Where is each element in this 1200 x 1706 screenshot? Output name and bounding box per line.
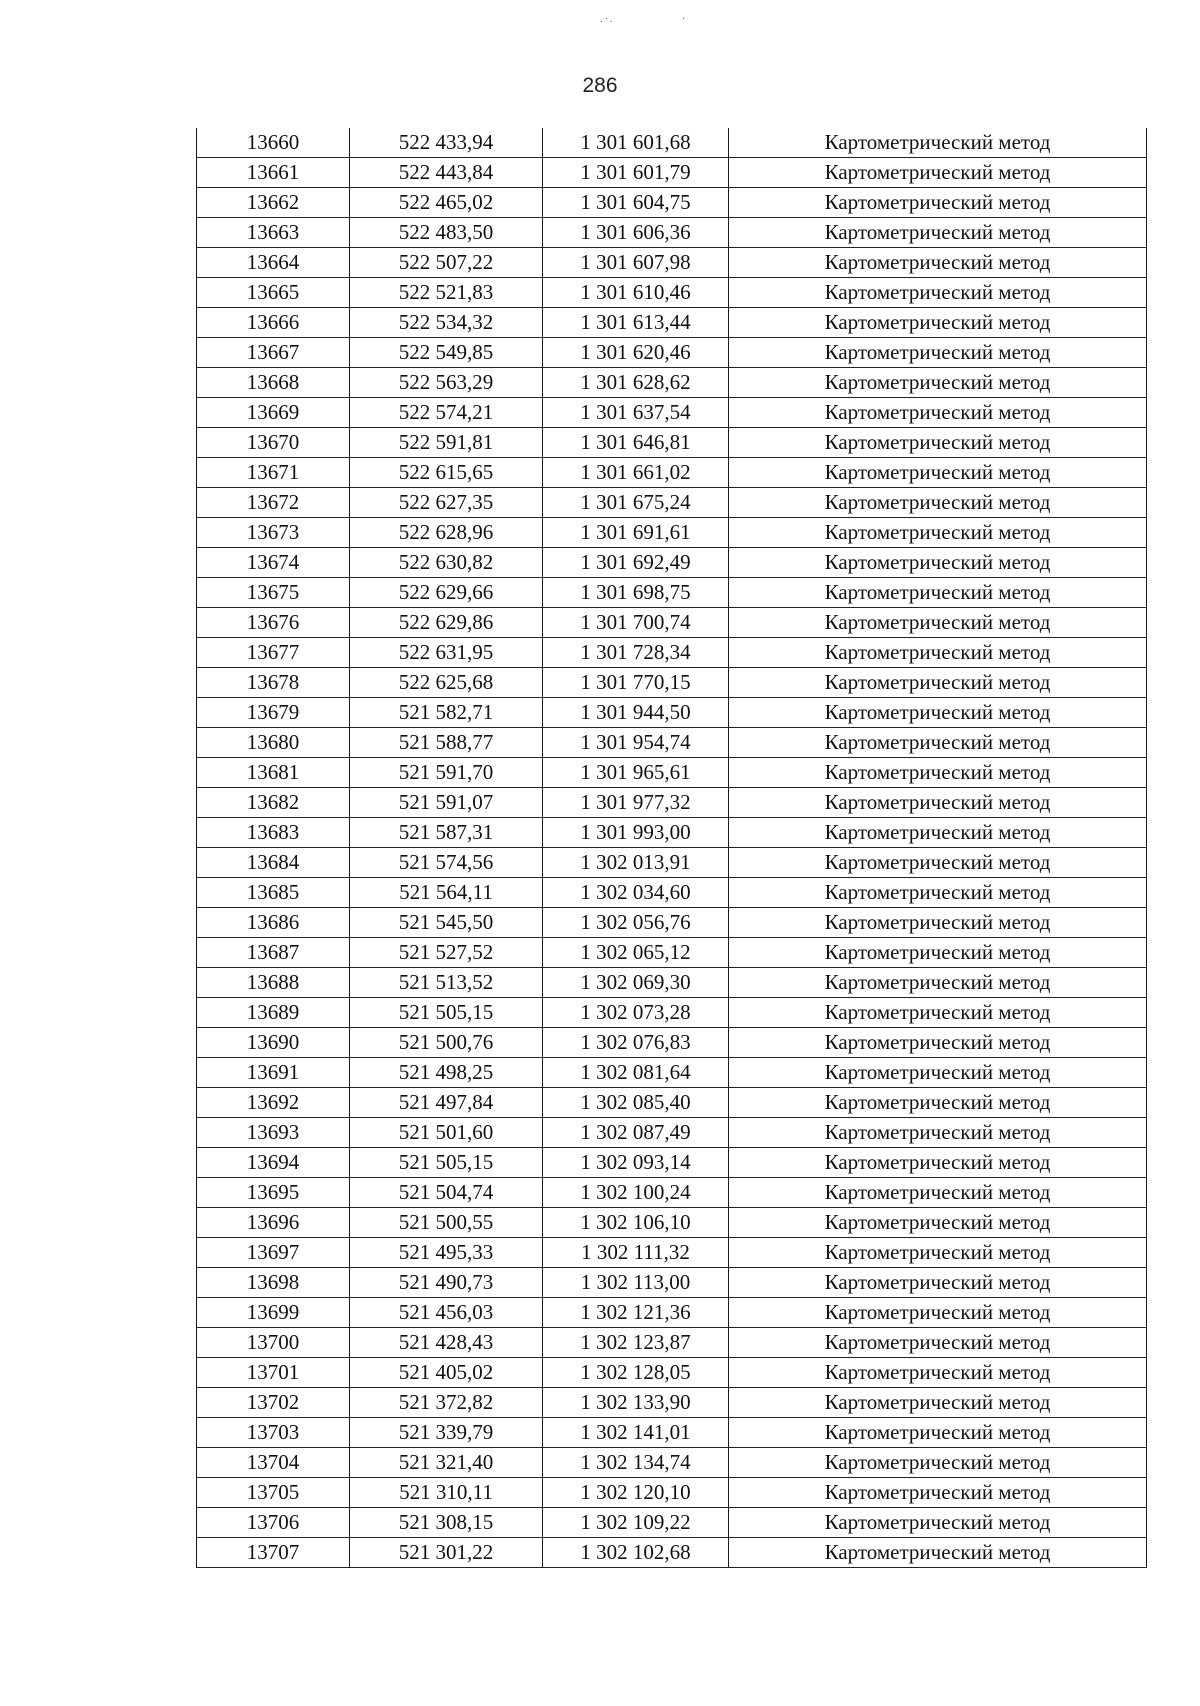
- x-coordinate-cell: 522 483,50: [350, 218, 543, 248]
- table-row: [197, 728, 1147, 758]
- y-coordinate-cell: 1 302 141,01: [543, 1418, 729, 1448]
- method-cell: Картометрический метод: [729, 728, 1147, 758]
- point-number-cell: 13663: [197, 218, 350, 248]
- method-cell: Картометрический метод: [729, 1448, 1147, 1478]
- method-cell: Картометрический метод: [729, 428, 1147, 458]
- table-row: [197, 968, 1147, 998]
- method-cell: Картометрический метод: [729, 1058, 1147, 1088]
- y-coordinate-cell: 1 301 691,61: [543, 518, 729, 548]
- point-number-cell: 13683: [197, 818, 350, 848]
- method-cell: Картометрический метод: [729, 1358, 1147, 1388]
- table-row: [197, 1328, 1147, 1358]
- y-coordinate-cell: 1 301 977,32: [543, 788, 729, 818]
- x-coordinate-cell: 522 549,85: [350, 338, 543, 368]
- table-row: [197, 1238, 1147, 1268]
- y-coordinate-cell: 1 301 601,68: [543, 128, 729, 158]
- x-coordinate-cell: 521 310,11: [350, 1478, 543, 1508]
- table-row: [197, 218, 1147, 248]
- point-number-cell: 13662: [197, 188, 350, 218]
- x-coordinate-cell: 522 521,83: [350, 278, 543, 308]
- x-coordinate-cell: 521 587,31: [350, 818, 543, 848]
- x-coordinate-cell: 521 498,25: [350, 1058, 543, 1088]
- point-number-cell: 13703: [197, 1418, 350, 1448]
- x-coordinate-cell: 521 321,40: [350, 1448, 543, 1478]
- method-cell: Картометрический метод: [729, 578, 1147, 608]
- method-cell: Картометрический метод: [729, 1418, 1147, 1448]
- coordinates-table-body: [197, 128, 1147, 1568]
- y-coordinate-cell: 1 301 604,75: [543, 188, 729, 218]
- x-coordinate-cell: 521 504,74: [350, 1178, 543, 1208]
- method-cell: Картометрический метод: [729, 1118, 1147, 1148]
- x-coordinate-cell: 522 625,68: [350, 668, 543, 698]
- y-coordinate-cell: 1 301 661,02: [543, 458, 729, 488]
- table-row: [197, 428, 1147, 458]
- y-coordinate-cell: 1 302 111,32: [543, 1238, 729, 1268]
- point-number-cell: 13707: [197, 1538, 350, 1568]
- method-cell: Картометрический метод: [729, 218, 1147, 248]
- method-cell: Картометрический метод: [729, 1298, 1147, 1328]
- method-cell: Картометрический метод: [729, 398, 1147, 428]
- y-coordinate-cell: 1 302 109,22: [543, 1508, 729, 1538]
- point-number-cell: 13681: [197, 758, 350, 788]
- point-number-cell: 13665: [197, 278, 350, 308]
- x-coordinate-cell: 522 631,95: [350, 638, 543, 668]
- point-number-cell: 13666: [197, 308, 350, 338]
- x-coordinate-cell: 521 308,15: [350, 1508, 543, 1538]
- method-cell: Картометрический метод: [729, 1028, 1147, 1058]
- y-coordinate-cell: 1 302 133,90: [543, 1388, 729, 1418]
- table-row: [197, 1538, 1147, 1568]
- x-coordinate-cell: 521 490,73: [350, 1268, 543, 1298]
- point-number-cell: 13698: [197, 1268, 350, 1298]
- x-coordinate-cell: 521 591,07: [350, 788, 543, 818]
- method-cell: Картометрический метод: [729, 1238, 1147, 1268]
- y-coordinate-cell: 1 301 944,50: [543, 698, 729, 728]
- point-number-cell: 13691: [197, 1058, 350, 1088]
- method-cell: Картометрический метод: [729, 128, 1147, 158]
- table-row: [197, 278, 1147, 308]
- table-row: [197, 1088, 1147, 1118]
- table-row: [197, 398, 1147, 428]
- table-row: [197, 1298, 1147, 1328]
- y-coordinate-cell: 1 302 081,64: [543, 1058, 729, 1088]
- method-cell: Картометрический метод: [729, 998, 1147, 1028]
- x-coordinate-cell: 521 505,15: [350, 1148, 543, 1178]
- table-row: [197, 1478, 1147, 1508]
- table-row: [197, 1268, 1147, 1298]
- table-row: [197, 878, 1147, 908]
- point-number-cell: 13675: [197, 578, 350, 608]
- table-row: [197, 1388, 1147, 1418]
- y-coordinate-cell: 1 302 121,36: [543, 1298, 729, 1328]
- x-coordinate-cell: 522 574,21: [350, 398, 543, 428]
- point-number-cell: 13682: [197, 788, 350, 818]
- method-cell: Картометрический метод: [729, 278, 1147, 308]
- point-number-cell: 13668: [197, 368, 350, 398]
- y-coordinate-cell: 1 301 675,24: [543, 488, 729, 518]
- table-row: [197, 128, 1147, 158]
- table-row: [197, 1358, 1147, 1388]
- table-row: [197, 158, 1147, 188]
- x-coordinate-cell: 522 629,66: [350, 578, 543, 608]
- method-cell: Картометрический метод: [729, 1268, 1147, 1298]
- point-number-cell: 13678: [197, 668, 350, 698]
- table-row: [197, 608, 1147, 638]
- x-coordinate-cell: 522 534,32: [350, 308, 543, 338]
- x-coordinate-cell: 521 339,79: [350, 1418, 543, 1448]
- x-coordinate-cell: 521 497,84: [350, 1088, 543, 1118]
- method-cell: Картометрический метод: [729, 1328, 1147, 1358]
- y-coordinate-cell: 1 302 073,28: [543, 998, 729, 1028]
- y-coordinate-cell: 1 301 620,46: [543, 338, 729, 368]
- method-cell: Картометрический метод: [729, 1178, 1147, 1208]
- y-coordinate-cell: 1 301 601,79: [543, 158, 729, 188]
- point-number-cell: 13692: [197, 1088, 350, 1118]
- method-cell: Картометрический метод: [729, 1388, 1147, 1418]
- y-coordinate-cell: 1 301 728,34: [543, 638, 729, 668]
- x-coordinate-cell: 522 433,94: [350, 128, 543, 158]
- y-coordinate-cell: 1 302 056,76: [543, 908, 729, 938]
- method-cell: Картометрический метод: [729, 158, 1147, 188]
- table-row: [197, 578, 1147, 608]
- x-coordinate-cell: 521 574,56: [350, 848, 543, 878]
- y-coordinate-cell: 1 301 607,98: [543, 248, 729, 278]
- method-cell: Картометрический метод: [729, 248, 1147, 278]
- table-row: [197, 638, 1147, 668]
- method-cell: Картометрический метод: [729, 1208, 1147, 1238]
- y-coordinate-cell: 1 301 965,61: [543, 758, 729, 788]
- table-row: [197, 848, 1147, 878]
- point-number-cell: 13669: [197, 398, 350, 428]
- y-coordinate-cell: 1 302 087,49: [543, 1118, 729, 1148]
- table-row: [197, 788, 1147, 818]
- point-number-cell: 13684: [197, 848, 350, 878]
- point-number-cell: 13674: [197, 548, 350, 578]
- y-coordinate-cell: 1 301 628,62: [543, 368, 729, 398]
- table-row: [197, 1118, 1147, 1148]
- table-row: [197, 1058, 1147, 1088]
- point-number-cell: 13694: [197, 1148, 350, 1178]
- method-cell: Картометрический метод: [729, 788, 1147, 818]
- scan-specks: .·. ·: [600, 14, 688, 25]
- x-coordinate-cell: 521 501,60: [350, 1118, 543, 1148]
- x-coordinate-cell: 521 301,22: [350, 1538, 543, 1568]
- x-coordinate-cell: 521 500,55: [350, 1208, 543, 1238]
- point-number-cell: 13704: [197, 1448, 350, 1478]
- method-cell: Картометрический метод: [729, 1088, 1147, 1118]
- y-coordinate-cell: 1 302 113,00: [543, 1268, 729, 1298]
- y-coordinate-cell: 1 302 123,87: [543, 1328, 729, 1358]
- x-coordinate-cell: 521 582,71: [350, 698, 543, 728]
- x-coordinate-cell: 522 615,65: [350, 458, 543, 488]
- y-coordinate-cell: 1 302 085,40: [543, 1088, 729, 1118]
- y-coordinate-cell: 1 302 093,14: [543, 1148, 729, 1178]
- y-coordinate-cell: 1 301 954,74: [543, 728, 729, 758]
- y-coordinate-cell: 1 301 993,00: [543, 818, 729, 848]
- y-coordinate-cell: 1 302 065,12: [543, 938, 729, 968]
- y-coordinate-cell: 1 301 692,49: [543, 548, 729, 578]
- table-row: [197, 248, 1147, 278]
- x-coordinate-cell: 521 456,03: [350, 1298, 543, 1328]
- page-number: 286: [582, 74, 618, 97]
- table-row: [197, 668, 1147, 698]
- method-cell: Картометрический метод: [729, 338, 1147, 368]
- table-row: [197, 308, 1147, 338]
- y-coordinate-cell: 1 302 120,10: [543, 1478, 729, 1508]
- table-row: [197, 458, 1147, 488]
- table-row: [197, 758, 1147, 788]
- point-number-cell: 13699: [197, 1298, 350, 1328]
- x-coordinate-cell: 522 465,02: [350, 188, 543, 218]
- table-row: [197, 1448, 1147, 1478]
- point-number-cell: 13701: [197, 1358, 350, 1388]
- method-cell: Картометрический метод: [729, 818, 1147, 848]
- y-coordinate-cell: 1 302 102,68: [543, 1538, 729, 1568]
- table-row: [197, 1178, 1147, 1208]
- method-cell: Картометрический метод: [729, 458, 1147, 488]
- point-number-cell: 13673: [197, 518, 350, 548]
- point-number-cell: 13680: [197, 728, 350, 758]
- x-coordinate-cell: 521 591,70: [350, 758, 543, 788]
- y-coordinate-cell: 1 301 637,54: [543, 398, 729, 428]
- method-cell: Картометрический метод: [729, 698, 1147, 728]
- x-coordinate-cell: 521 372,82: [350, 1388, 543, 1418]
- point-number-cell: 13677: [197, 638, 350, 668]
- x-coordinate-cell: 521 564,11: [350, 878, 543, 908]
- method-cell: Картометрический метод: [729, 1508, 1147, 1538]
- method-cell: Картометрический метод: [729, 188, 1147, 218]
- y-coordinate-cell: 1 302 128,05: [543, 1358, 729, 1388]
- method-cell: Картометрический метод: [729, 848, 1147, 878]
- method-cell: Картометрический метод: [729, 608, 1147, 638]
- method-cell: Картометрический метод: [729, 488, 1147, 518]
- y-coordinate-cell: 1 302 069,30: [543, 968, 729, 998]
- x-coordinate-cell: 522 630,82: [350, 548, 543, 578]
- table-row: [197, 908, 1147, 938]
- x-coordinate-cell: 521 513,52: [350, 968, 543, 998]
- y-coordinate-cell: 1 302 034,60: [543, 878, 729, 908]
- x-coordinate-cell: 521 495,33: [350, 1238, 543, 1268]
- point-number-cell: 13671: [197, 458, 350, 488]
- table-row: [197, 1418, 1147, 1448]
- x-coordinate-cell: 521 545,50: [350, 908, 543, 938]
- point-number-cell: 13672: [197, 488, 350, 518]
- x-coordinate-cell: 522 627,35: [350, 488, 543, 518]
- table-row: [197, 1208, 1147, 1238]
- table-row: [197, 998, 1147, 1028]
- method-cell: Картометрический метод: [729, 758, 1147, 788]
- point-number-cell: 13689: [197, 998, 350, 1028]
- x-coordinate-cell: 522 563,29: [350, 368, 543, 398]
- x-coordinate-cell: 521 428,43: [350, 1328, 543, 1358]
- y-coordinate-cell: 1 301 613,44: [543, 308, 729, 338]
- method-cell: Картометрический метод: [729, 1148, 1147, 1178]
- method-cell: Картометрический метод: [729, 968, 1147, 998]
- point-number-cell: 13700: [197, 1328, 350, 1358]
- method-cell: Картометрический метод: [729, 638, 1147, 668]
- y-coordinate-cell: 1 301 646,81: [543, 428, 729, 458]
- method-cell: Картометрический метод: [729, 908, 1147, 938]
- point-number-cell: 13690: [197, 1028, 350, 1058]
- y-coordinate-cell: 1 301 770,15: [543, 668, 729, 698]
- point-number-cell: 13702: [197, 1388, 350, 1418]
- table-row: [197, 488, 1147, 518]
- y-coordinate-cell: 1 302 134,74: [543, 1448, 729, 1478]
- x-coordinate-cell: 522 628,96: [350, 518, 543, 548]
- point-number-cell: 13697: [197, 1238, 350, 1268]
- table-row: [197, 1148, 1147, 1178]
- point-number-cell: 13706: [197, 1508, 350, 1538]
- method-cell: Картометрический метод: [729, 1478, 1147, 1508]
- y-coordinate-cell: 1 301 606,36: [543, 218, 729, 248]
- method-cell: Картометрический метод: [729, 308, 1147, 338]
- point-number-cell: 13676: [197, 608, 350, 638]
- point-number-cell: 13661: [197, 158, 350, 188]
- table-row: [197, 368, 1147, 398]
- x-coordinate-cell: 522 629,86: [350, 608, 543, 638]
- table-row: [197, 818, 1147, 848]
- table-row: [197, 938, 1147, 968]
- y-coordinate-cell: 1 302 106,10: [543, 1208, 729, 1238]
- point-number-cell: 13685: [197, 878, 350, 908]
- x-coordinate-cell: 522 591,81: [350, 428, 543, 458]
- x-coordinate-cell: 522 443,84: [350, 158, 543, 188]
- point-number-cell: 13686: [197, 908, 350, 938]
- point-number-cell: 13688: [197, 968, 350, 998]
- point-number-cell: 13667: [197, 338, 350, 368]
- method-cell: Картометрический метод: [729, 1538, 1147, 1568]
- point-number-cell: 13660: [197, 128, 350, 158]
- x-coordinate-cell: 521 500,76: [350, 1028, 543, 1058]
- y-coordinate-cell: 1 302 100,24: [543, 1178, 729, 1208]
- method-cell: Картометрический метод: [729, 668, 1147, 698]
- table-row: [197, 1028, 1147, 1058]
- point-number-cell: 13696: [197, 1208, 350, 1238]
- method-cell: Картометрический метод: [729, 518, 1147, 548]
- y-coordinate-cell: 1 301 610,46: [543, 278, 729, 308]
- coordinates-table: [196, 128, 1147, 1568]
- point-number-cell: 13679: [197, 698, 350, 728]
- table-row: [197, 548, 1147, 578]
- method-cell: Картометрический метод: [729, 938, 1147, 968]
- table-row: [197, 698, 1147, 728]
- x-coordinate-cell: 522 507,22: [350, 248, 543, 278]
- point-number-cell: 13695: [197, 1178, 350, 1208]
- x-coordinate-cell: 521 505,15: [350, 998, 543, 1028]
- y-coordinate-cell: 1 301 698,75: [543, 578, 729, 608]
- point-number-cell: 13705: [197, 1478, 350, 1508]
- x-coordinate-cell: 521 588,77: [350, 728, 543, 758]
- x-coordinate-cell: 521 405,02: [350, 1358, 543, 1388]
- table-row: [197, 1508, 1147, 1538]
- table-row: [197, 518, 1147, 548]
- method-cell: Картометрический метод: [729, 368, 1147, 398]
- method-cell: Картометрический метод: [729, 548, 1147, 578]
- y-coordinate-cell: 1 302 076,83: [543, 1028, 729, 1058]
- y-coordinate-cell: 1 301 700,74: [543, 608, 729, 638]
- point-number-cell: 13664: [197, 248, 350, 278]
- y-coordinate-cell: 1 302 013,91: [543, 848, 729, 878]
- table-row: [197, 338, 1147, 368]
- method-cell: Картометрический метод: [729, 878, 1147, 908]
- point-number-cell: 13693: [197, 1118, 350, 1148]
- point-number-cell: 13670: [197, 428, 350, 458]
- table-row: [197, 188, 1147, 218]
- x-coordinate-cell: 521 527,52: [350, 938, 543, 968]
- point-number-cell: 13687: [197, 938, 350, 968]
